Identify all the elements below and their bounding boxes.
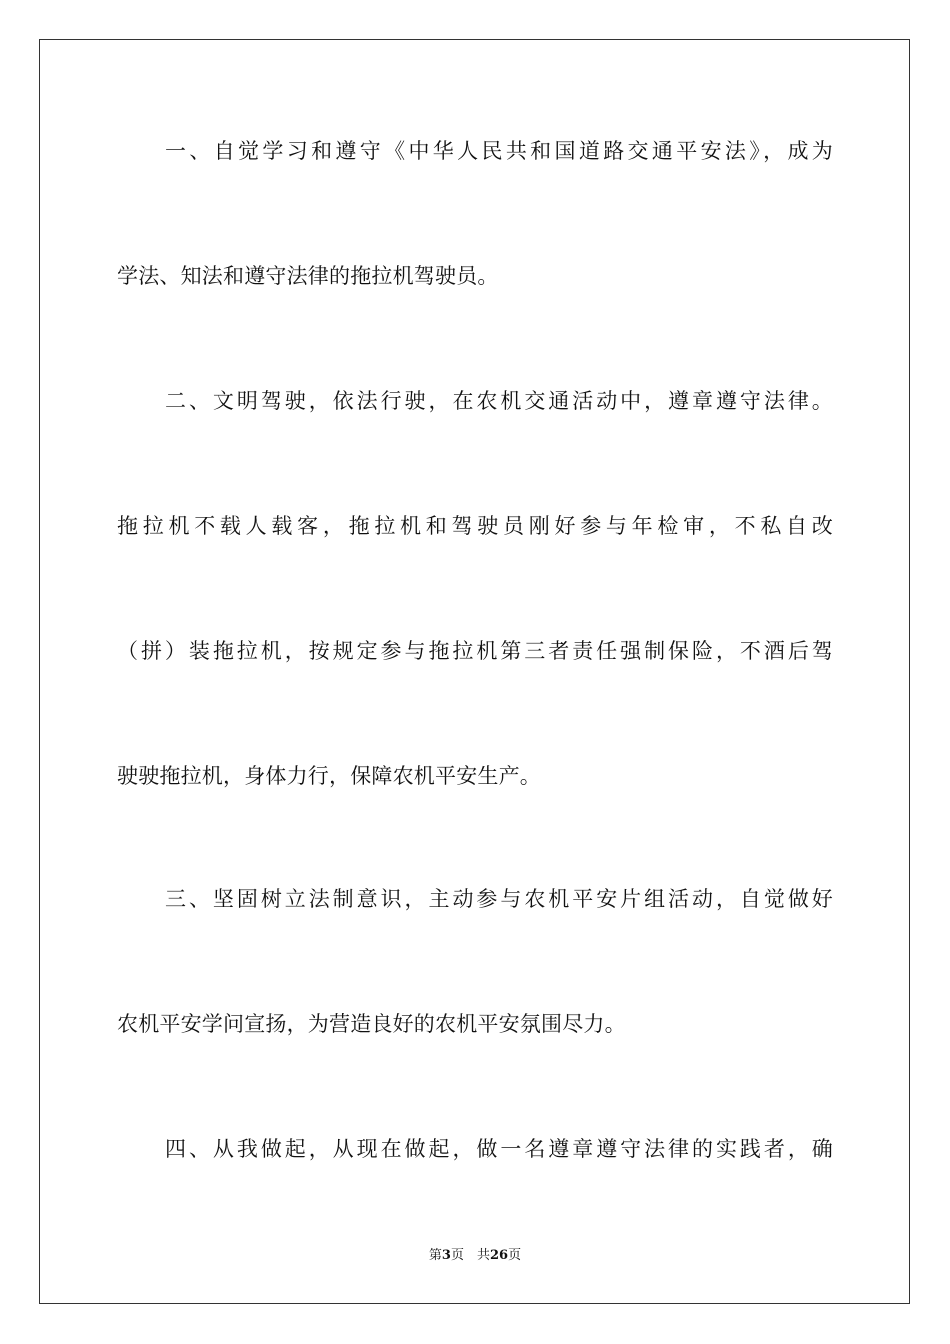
page-border bbox=[39, 39, 910, 1304]
page-current: 3 bbox=[441, 1248, 451, 1263]
paragraph-3-line-1: 三、坚固树立法制意识，主动参与农机平安片组活动，自觉做好 bbox=[165, 887, 833, 911]
paragraph-3-line-2: 农机平安学问宣扬，为营造良好的农机平安氛围尽力。 bbox=[117, 1012, 626, 1036]
page-number-footer bbox=[0, 1247, 950, 1265]
page-total: 26 bbox=[489, 1248, 509, 1263]
paragraph-2-line-1: 二、文明驾驶，依法行驶，在农机交通活动中，遵章遵守法律。 bbox=[165, 389, 833, 413]
paragraph-1-line-2: 学法、知法和遵守法律的拖拉机驾驶员。 bbox=[117, 264, 499, 288]
paragraph-1-line-1: 一、自觉学习和遵守《中华人民共和国道路交通平安法》，成为 bbox=[165, 139, 833, 163]
paragraph-4-line-1: 四、从我做起，从现在做起，做一名遵章遵守法律的实践者，确 bbox=[165, 1137, 833, 1161]
paragraph-2-line-4: 驶驶拖拉机，身体力行，保障农机平安生产。 bbox=[117, 764, 541, 788]
paragraph-2-line-3: （拼）装拖拉机，按规定参与拖拉机第三者责任强制保险，不酒后驾 bbox=[117, 639, 833, 663]
page-prefix: 第 bbox=[428, 1248, 442, 1263]
page-mid: 页 共 bbox=[450, 1248, 490, 1263]
paragraph-2-line-2: 拖拉机不载人载客，拖拉机和驾驶员刚好参与年检审，不私自改 bbox=[117, 514, 833, 538]
page-suffix: 页 bbox=[508, 1248, 522, 1263]
